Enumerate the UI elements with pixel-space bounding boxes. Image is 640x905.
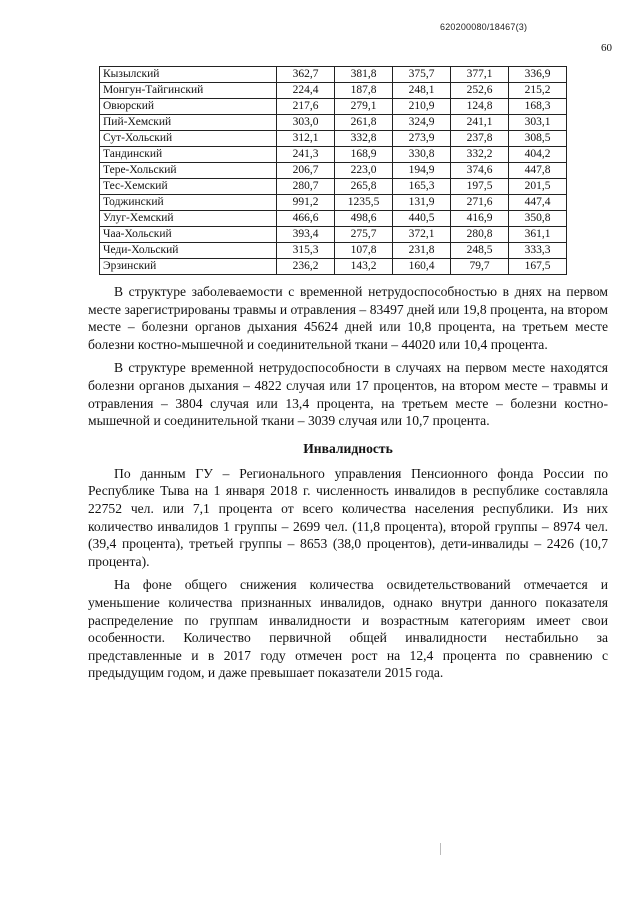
value-cell: 248,1 (393, 83, 451, 99)
value-cell: 241,3 (277, 147, 335, 163)
value-cell: 303,0 (277, 115, 335, 131)
table-row (100, 67, 567, 83)
table-row (100, 195, 567, 211)
paragraph-disability-stats: По данным ГУ – Регионального управления Пенсионного фонда России по Республике Тыва на 1 января 2018 г. численность инвалидов в республике составляла 22752 чел. или 7,1 процента от всего количества населения республики. Из них количество инвалидов 1 группы – 2699 чел. (11,8 процента), второй группы – 8974 чел. (39,4 процента), третьей группы – 8653 (38,0 процентов), дети-инвалиды – 2426 (10,7 процента). (88, 465, 608, 569)
value-cell: 333,3 (509, 243, 567, 259)
value-cell: 224,4 (277, 83, 335, 99)
page-number: 60 (601, 42, 612, 54)
value-cell: 223,0 (335, 163, 393, 179)
district-name-cell: Пий-Хемский (100, 115, 277, 131)
district-name-cell: Тес-Хемский (100, 179, 277, 195)
value-cell: 194,9 (393, 163, 451, 179)
district-name-cell: Тандинский (100, 147, 277, 163)
value-cell: 160,4 (393, 259, 451, 275)
table-row (100, 115, 567, 131)
value-cell: 217,6 (277, 99, 335, 115)
value-cell: 381,8 (335, 67, 393, 83)
value-cell: 330,8 (393, 147, 451, 163)
value-cell: 201,5 (509, 179, 567, 195)
document-code: 620200080/18467(3) (440, 22, 528, 32)
value-cell: 350,8 (509, 211, 567, 227)
value-cell: 466,6 (277, 211, 335, 227)
document-body (88, 283, 608, 682)
value-cell: 215,2 (509, 83, 567, 99)
value-cell: 332,2 (451, 147, 509, 163)
value-cell: 404,2 (509, 147, 567, 163)
district-name-cell: Монгун-Тайгинский (100, 83, 277, 99)
value-cell: 377,1 (451, 67, 509, 83)
value-cell: 265,8 (335, 179, 393, 195)
value-cell: 324,9 (393, 115, 451, 131)
value-cell: 210,9 (393, 99, 451, 115)
table-row (100, 259, 567, 275)
value-cell: 308,5 (509, 131, 567, 147)
table-row (100, 243, 567, 259)
value-cell: 332,8 (335, 131, 393, 147)
district-table-body (100, 67, 567, 275)
district-name-cell: Кызылский (100, 67, 277, 83)
value-cell: 447,4 (509, 195, 567, 211)
value-cell: 447,8 (509, 163, 567, 179)
value-cell: 252,6 (451, 83, 509, 99)
value-cell: 273,9 (393, 131, 451, 147)
value-cell: 248,5 (451, 243, 509, 259)
value-cell: 206,7 (277, 163, 335, 179)
value-cell: 237,8 (451, 131, 509, 147)
district-name-cell: Тере-Хольский (100, 163, 277, 179)
value-cell: 168,3 (509, 99, 567, 115)
paragraph-disability-trends: На фоне общего снижения количества освидетельствований отмечается и уменьшение количества признанных инвалидов, однако внутри данного показателя распределение по группам инвалидности и возрастным категориям имеет свои особенности. Количество первичной общей инвалидности нестабильно за представленные и в 2017 году отмечен рост на 12,4 процента по сравнению с предыдущим годом, и даже превышает показатели 2015 года. (88, 577, 608, 681)
table-row (100, 227, 567, 243)
value-cell: 236,2 (277, 259, 335, 275)
district-name-cell: Тоджинский (100, 195, 277, 211)
value-cell: 361,1 (509, 227, 567, 243)
value-cell: 991,2 (277, 195, 335, 211)
table-row (100, 179, 567, 195)
value-cell: 440,5 (393, 211, 451, 227)
district-name-cell: Чеди-Хольский (100, 243, 277, 259)
value-cell: 131,9 (393, 195, 451, 211)
paragraph-sick-leave-cases: В структуре временной нетрудоспособности в случаях на первом месте находятся болезни органов дыхания – 4822 случая или 17 процентов, на втором месте – травмы и отравления – 3804 случая или 13,4 процента, на третьем месте – болезни костно-мышечной и соединительной ткани – 3039 случая или 10,7 процента. (88, 360, 608, 429)
value-cell: 168,9 (335, 147, 393, 163)
district-name-cell: Чаа-Хольский (100, 227, 277, 243)
paragraph-sick-leave-days: В структуре заболеваемости с временной нетрудоспособностью в днях на первом месте зарегистрированы травмы и отравления – 83497 дней или 19,8 процента, на втором месте – болезни органов дыхания 45624 дней или 10,8 процента, на третьем месте болезни костно-мышечной и соединительной ткани – 44020 или 10,4 процента. (88, 284, 608, 352)
value-cell: 187,8 (335, 83, 393, 99)
table-row (100, 163, 567, 179)
value-cell: 498,6 (335, 211, 393, 227)
value-cell: 374,6 (451, 163, 509, 179)
value-cell: 315,3 (277, 243, 335, 259)
value-cell: 362,7 (277, 67, 335, 83)
table-row (100, 99, 567, 115)
scan-mark (440, 843, 441, 855)
value-cell: 124,8 (451, 99, 509, 115)
value-cell: 280,7 (277, 179, 335, 195)
table-row (100, 147, 567, 163)
value-cell: 197,5 (451, 179, 509, 195)
district-name-cell: Эрзинский (100, 259, 277, 275)
value-cell: 336,9 (509, 67, 567, 83)
district-name-cell: Улуг-Хемский (100, 211, 277, 227)
value-cell: 303,1 (509, 115, 567, 131)
value-cell: 372,1 (393, 227, 451, 243)
district-table (99, 66, 567, 275)
table-row (100, 131, 567, 147)
value-cell: 279,1 (335, 99, 393, 115)
value-cell: 280,8 (451, 227, 509, 243)
value-cell: 167,5 (509, 259, 567, 275)
district-name-cell: Сут-Хольский (100, 131, 277, 147)
value-cell: 393,4 (277, 227, 335, 243)
value-cell: 107,8 (335, 243, 393, 259)
value-cell: 241,1 (451, 115, 509, 131)
value-cell: 79,7 (451, 259, 509, 275)
section-heading-disability: Инвалидность (303, 440, 393, 456)
value-cell: 375,7 (393, 67, 451, 83)
value-cell: 416,9 (451, 211, 509, 227)
table-row (100, 211, 567, 227)
value-cell: 261,8 (335, 115, 393, 131)
value-cell: 143,2 (335, 259, 393, 275)
value-cell: 231,8 (393, 243, 451, 259)
value-cell: 271,6 (451, 195, 509, 211)
value-cell: 275,7 (335, 227, 393, 243)
value-cell: 165,3 (393, 179, 451, 195)
value-cell: 1235,5 (335, 195, 393, 211)
value-cell: 312,1 (277, 131, 335, 147)
district-name-cell: Овюрский (100, 99, 277, 115)
table-row (100, 83, 567, 99)
